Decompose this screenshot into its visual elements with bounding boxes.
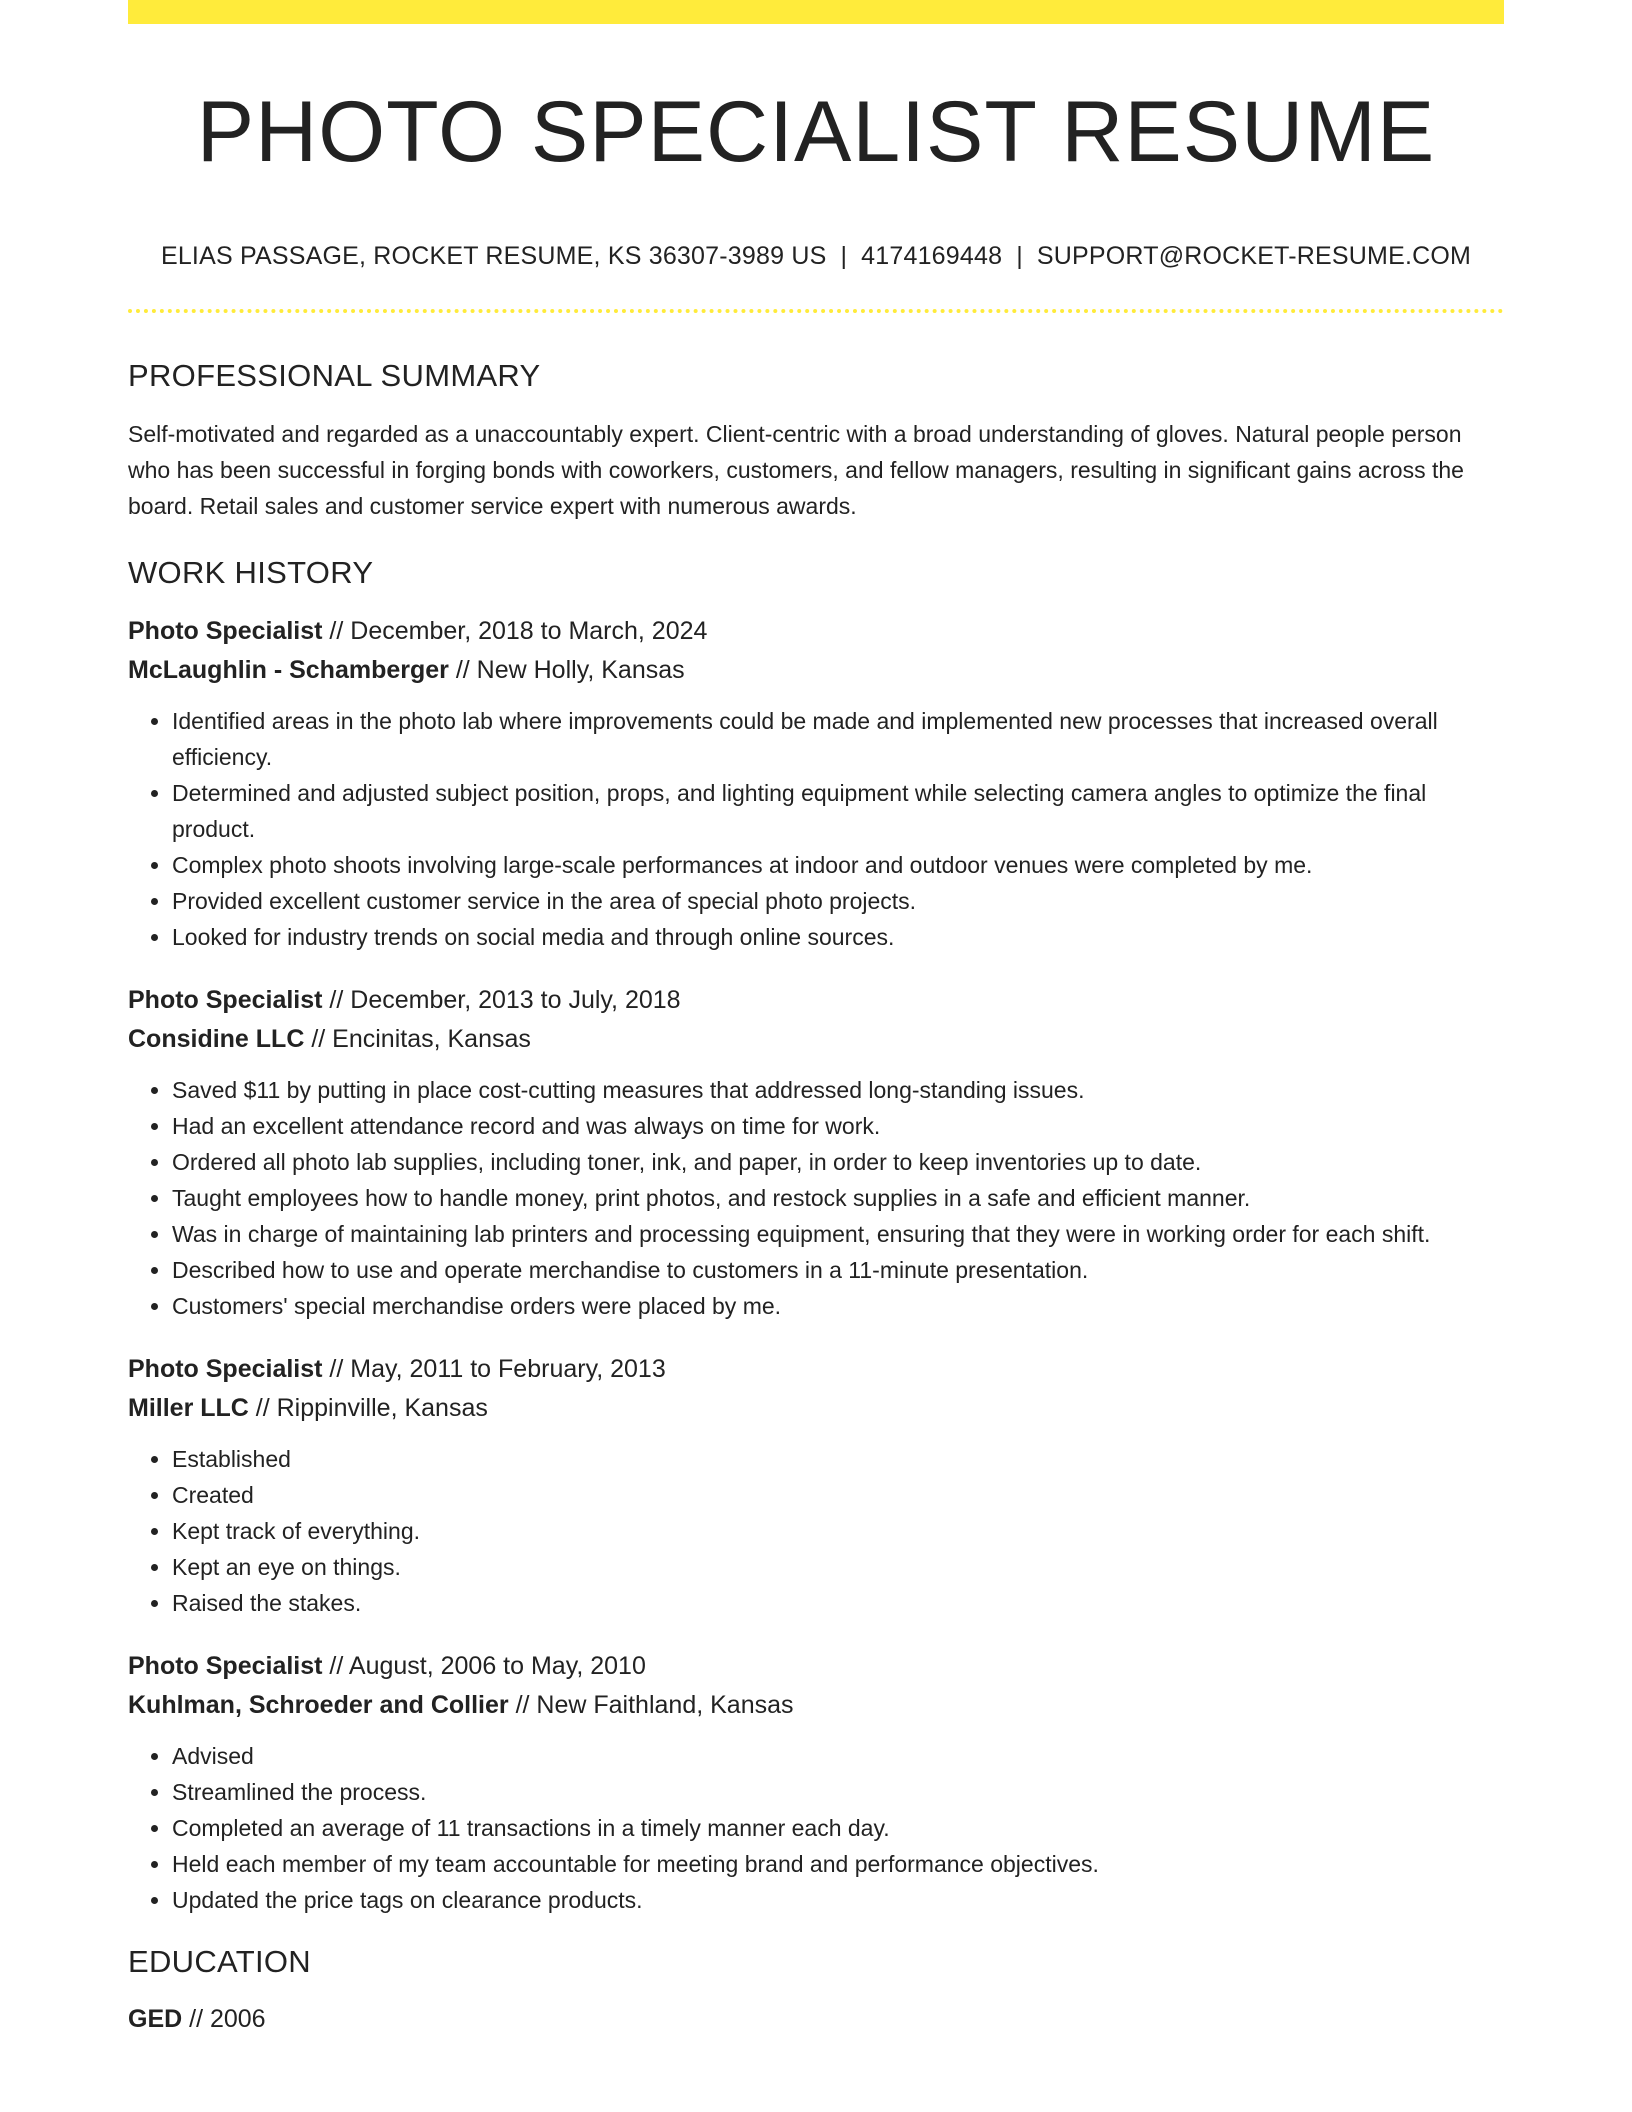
job-company-line — [128, 1389, 1504, 1428]
job-title: Photo Specialist — [128, 986, 323, 1014]
education-entry — [128, 2000, 1504, 2039]
job-bullet: • Customers' special merchandise orders were placed by me. — [172, 1288, 1504, 1324]
summary-heading: PROFESSIONAL SUMMARY — [128, 358, 541, 393]
accent-bar — [128, 0, 1504, 24]
job-title: Photo Specialist — [128, 1652, 323, 1680]
education-heading: EDUCATION — [128, 1944, 311, 1979]
job-dates: // December, 2013 to July, 2018 — [322, 986, 681, 1014]
job-company: Kuhlman, Schroeder and Collier — [128, 1691, 509, 1719]
resume-content — [128, 24, 1504, 2039]
job-bullet-list — [128, 1072, 1504, 1324]
job-title-line — [128, 612, 1504, 651]
job-title: Photo Specialist — [128, 1355, 323, 1383]
job-bullet: • Streamlined the process. — [172, 1774, 1504, 1810]
job-location: // Encinitas, Kansas — [304, 1025, 531, 1053]
job-company-line — [128, 651, 1504, 690]
job-location: // New Faithland, Kansas — [508, 1691, 794, 1719]
job-bullet: • Saved $11 by putting in place cost-cutting measures that addressed long-standing issues. — [172, 1072, 1504, 1108]
page-title: PHOTO SPECIALIST RESUME — [196, 84, 1436, 180]
job-company-line — [128, 1020, 1504, 1059]
job-dates: // December, 2018 to March, 2024 — [322, 617, 708, 645]
job-company-line — [128, 1686, 1504, 1725]
job-bullet: • Described how to use and operate merchandise to customers in a 11-minute presentation. — [172, 1252, 1504, 1288]
work-history-list — [128, 612, 1504, 1918]
job-bullet: • Advised — [172, 1738, 1504, 1774]
education-degree: GED — [128, 2005, 183, 2033]
job-company: Considine LLC — [128, 1025, 305, 1053]
job-company: McLaughlin - Schamberger — [128, 656, 449, 684]
job-title-line — [128, 981, 1504, 1020]
contact-address: ELIAS PASSAGE, ROCKET RESUME, KS 36307-3989 US — [160, 242, 827, 270]
job-company: Miller LLC — [128, 1394, 249, 1422]
work-history-heading: WORK HISTORY — [128, 555, 374, 590]
job-bullet: • Updated the price tags on clearance products. — [172, 1882, 1504, 1918]
contact-phone: 4174169448 — [861, 242, 1003, 270]
contact-line — [128, 240, 1504, 272]
job-bullet-list — [128, 1738, 1504, 1918]
job-dates: // May, 2011 to February, 2013 — [322, 1355, 666, 1383]
job-entry — [128, 1350, 1504, 1621]
job-bullet: • Taught employees how to handle money, print photos, and restock supplies in a safe and efficient manner. — [172, 1180, 1504, 1216]
job-entry — [128, 981, 1504, 1324]
job-bullet: • Complex photo shoots involving large-scale performances at indoor and outdoor venues were completed by me. — [172, 847, 1504, 883]
job-location: // New Holly, Kansas — [448, 656, 685, 684]
job-location: // Rippinville, Kansas — [248, 1394, 488, 1422]
job-title-line — [128, 1647, 1504, 1686]
job-bullet-list — [128, 1441, 1504, 1621]
job-bullet: • Identified areas in the photo lab where improvements could be made and implemented new processes that increased overall efficiency. — [172, 703, 1504, 775]
contact-separator: | — [1016, 242, 1023, 270]
job-bullet: • Provided excellent customer service in the area of special photo projects. — [172, 883, 1504, 919]
dotted-divider — [128, 309, 1504, 313]
job-bullet: • Determined and adjusted subject position, props, and lighting equipment while selecting camera angles to optimize the final product. — [172, 775, 1504, 847]
job-bullet: • Kept an eye on things. — [172, 1549, 1504, 1585]
job-entry — [128, 612, 1504, 955]
job-bullet: • Held each member of my team accountable for meeting brand and performance objectives. — [172, 1846, 1504, 1882]
job-bullet: • Looked for industry trends on social media and through online sources. — [172, 919, 1504, 955]
job-bullet: • Raised the stakes. — [172, 1585, 1504, 1621]
contact-email: SUPPORT@ROCKET-RESUME.COM — [1036, 242, 1472, 270]
job-bullet: • Created — [172, 1477, 1504, 1513]
job-bullet: • Established — [172, 1441, 1504, 1477]
job-bullet: • Had an excellent attendance record and was always on time for work. — [172, 1108, 1504, 1144]
job-bullet: • Was in charge of maintaining lab printers and processing equipment, ensuring that they were in working order for each shift. — [172, 1216, 1504, 1252]
job-bullet: • Kept track of everything. — [172, 1513, 1504, 1549]
job-bullet-list — [128, 703, 1504, 955]
contact-separator: | — [840, 242, 848, 270]
education-year: // 2006 — [182, 2005, 266, 2033]
job-title: Photo Specialist — [128, 617, 323, 645]
job-title-line — [128, 1350, 1504, 1389]
summary-text: Self-motivated and regarded as a unaccountably expert. Client-centric with a broad understanding of gloves. Natural people person who has been successful in forging bonds with coworkers, customers, and fellow managers, resulting in significant gains across the board. Retail sales and customer service expert with numerous awards. — [128, 421, 1464, 519]
job-bullet: • Completed an average of 11 transactions in a timely manner each day. — [172, 1810, 1504, 1846]
job-bullet: • Ordered all photo lab supplies, including toner, ink, and paper, in order to keep inventories up to date. — [172, 1144, 1504, 1180]
job-dates: // August, 2006 to May, 2010 — [322, 1652, 646, 1680]
job-entry — [128, 1647, 1504, 1918]
